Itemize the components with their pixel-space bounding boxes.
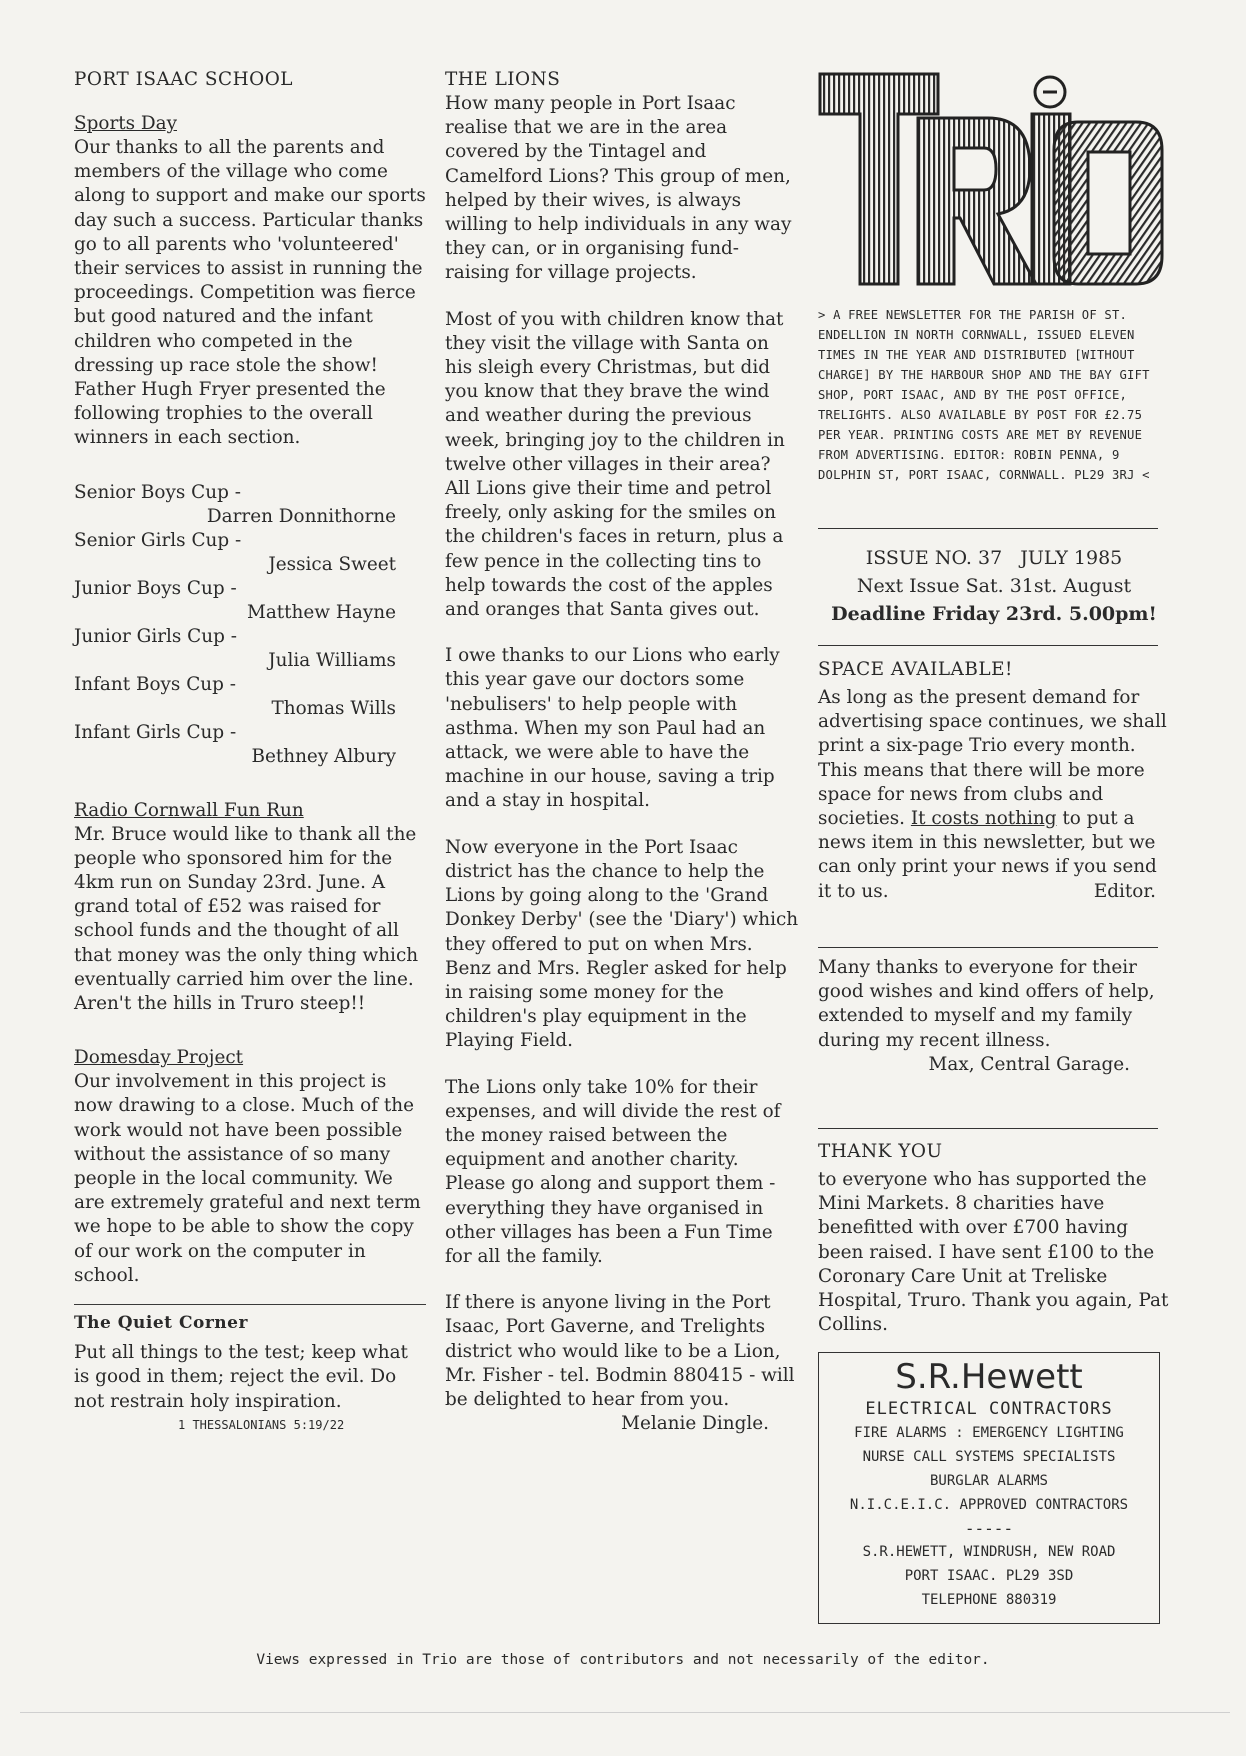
- column-lions: [445, 68, 799, 1436]
- lions-signature: Melanie Dingle.: [621, 1413, 769, 1435]
- advert-address: S.R.HEWETT, WINDRUSH, NEW ROAD: [862, 1544, 1116, 1560]
- space-title: SPACE AVAILABLE!: [818, 659, 1013, 680]
- quiet-corner-text: Put all things to the test; keep what is good in them; reject the evil. Do not restrain holy inspiration.: [74, 1342, 408, 1412]
- trophy-winner: Bethney Albury: [251, 745, 396, 767]
- lions-paragraph: Now everyone in the Port Isaac district has the chance to help the Lions by going along to the 'Grand Donkey Derby' (see the 'Diary') which they offered to put on when Mrs. Benz and Mrs. Regler asked for help in raising some money for the children's play equipment in the Playing Field.: [445, 836, 799, 1052]
- trophy-winner: Thomas Wills: [271, 697, 396, 719]
- scripture-reference: 1 THESSALONIANS 5:19/22: [178, 1417, 345, 1432]
- hewett-advert: [818, 1352, 1160, 1624]
- sports-day-title: Sports Day: [74, 113, 178, 134]
- trophy-cup: Infant Boys Cup -: [74, 673, 236, 695]
- column-school: [74, 68, 426, 1433]
- thank-you: [818, 1140, 1170, 1337]
- advert-line: ELECTRICAL CONTRACTORS: [865, 1399, 1113, 1419]
- max-text: Many thanks to everyone for their good wishes and kind offers of help, extended to myself and my family during my recent illness.: [818, 957, 1155, 1051]
- space-text: [818, 686, 1170, 904]
- trophy-winner: Darren Donnithorne: [206, 505, 396, 527]
- lions-paragraph: How many people in Port Isaac realise that we are in the area covered by the Tintagel and Camelford Lions? This group of men, helped by their wives, is always willing to help individuals in any way they can, or in organising fund-raising for village projects.: [445, 93, 792, 284]
- space-text-part2: to put a news item in this newsletter, but we can only print your news if you send it to us.: [818, 808, 1157, 902]
- newsletter-blurb: > A FREE NEWSLETTER FOR THE PARISH OF ST. ENDELLION IN NORTH CORNWALL, ISSUED ELEVEN TIMES IN THE YEAR AND DISTRIBUTED [WITHOUT CHARGE] BY THE HARBOUR SHOP AND THE BAY GIFT SHOP, PORT ISAAC, AND BY THE POST OFFICE, TRELIGHTS. ALSO AVAILABLE BY POST FOR £2.75 PER YEAR. PRINTING COSTS ARE MET BY REVENUE FROM ADVERTISING. EDITOR: ROBIN PENNA, 9 DOLPHIN ST, PORT ISAAC, CORNWALL. PL29 3RJ <: [818, 308, 1150, 482]
- lions-paragraph: I owe thanks to our Lions who early this year gave our doctors some 'nebulisers' to help people with asthma. When my son Paul had an attack, we were able to have the machine in our house, saving a trip and a stay in hospital.: [445, 645, 780, 812]
- deadline: Deadline Friday 23rd. 5.00pm!: [831, 603, 1157, 625]
- thanks-max: [818, 956, 1170, 1077]
- next-issue: Next Issue Sat. 31st. August: [856, 575, 1132, 597]
- lions-paragraph: The Lions only take 10% for their expenses, and will divide the rest of the money raised between the equipment and another charity. Please go along and support them - everything they have organised in other villages has been a Fun Time for all the family.: [445, 1076, 781, 1267]
- trophy-list: [74, 481, 426, 769]
- advert-address: PORT ISAAC. PL29 3SD: [904, 1568, 1074, 1584]
- lions-paragraph: If there is anyone living in the Port Isaac, Port Gaverne, and Trelights district who would like to be a Lion, Mr. Fisher - tel. Bodmin 880415 - will be delighted to hear from you.: [445, 1292, 795, 1410]
- fun-run-text: Mr. Bruce would like to thank all the people who sponsored him for the 4km run on Sunday 23rd. June. A grand total of £52 was raised for school funds and the thought of all that money was the only thing which eventually carried him over the line. Aren't the hills in Truro steep!!: [74, 823, 419, 1015]
- advert-divider: -----: [964, 1519, 1014, 1538]
- issue-info: [818, 544, 1170, 628]
- trophy-winner: Matthew Hayne: [246, 601, 396, 623]
- lions-heading: THE LIONS: [445, 69, 561, 90]
- advert-line: FIRE ALARMS : EMERGENCY LIGHTING: [854, 1425, 1124, 1441]
- quiet-corner-title: The Quiet Corner: [74, 1313, 248, 1334]
- advert-line: NURSE CALL SYSTEMS SPECIALISTS: [862, 1449, 1116, 1465]
- advert-line: N.I.C.E.I.C. APPROVED CONTRACTORS: [849, 1497, 1129, 1513]
- trophy-cup: Junior Girls Cup -: [74, 625, 237, 647]
- sports-day-text: Our thanks to all the parents and members of the village who come along to support and make our sports day such a success. Particular thanks go to all parents who 'volunteered' their services to assist in running the proceedings. Competition was fierce but good natured and the infant children who competed in the dressing up race stole the show! Father Hugh Fryer presented the following trophies to the overall winners in each section.: [74, 137, 426, 449]
- max-signature: Max, Central Garage.: [928, 1053, 1130, 1075]
- domesday-text: Our involvement in this project is now drawing to a close. Much of the work would not have been possible without the assistance of so many people in the local community. We are extremely grateful and next term we hope to be able to show the copy of our work on the computer in school.: [74, 1071, 421, 1286]
- trophy-cup: Senior Girls Cup -: [74, 529, 242, 551]
- advert-name: S.R.Hewett: [895, 1357, 1083, 1397]
- trophy-winner: Julia Williams: [268, 649, 396, 671]
- thank-you-title: THANK YOU: [818, 1141, 943, 1162]
- column-notices: [818, 658, 1170, 904]
- thank-you-text: to everyone who has supported the Mini Markets. 8 charities have benefitted with over £700 having been raised. I have sent £100 to the Coronary Care Unit at Treliske Hospital, Truro. Thank you again, Pat Collins.: [818, 1169, 1169, 1336]
- school-heading: PORT ISAAC SCHOOL: [74, 69, 294, 90]
- lions-paragraph: Most of you with children know that they visit the village with Santa on his sleigh every Christmas, but did you know that they brave the wind and weather during the previous week, bringing joy to the children in twelve other villages in their area? All Lions give their time and petrol freely, only asking for the smiles on the children's faces in return, plus a few pence in the collecting tins to help towards the cost of the apples and oranges that Santa gives out.: [445, 308, 785, 621]
- trophy-cup: Infant Girls Cup -: [74, 721, 237, 743]
- editor-signature: Editor.: [1093, 880, 1156, 902]
- trio-logo: [818, 70, 1166, 288]
- space-text-underlined: It costs nothing: [910, 808, 1057, 830]
- trophy-cup: Senior Boys Cup -: [74, 481, 241, 503]
- advert-phone: TELEPHONE 880319: [921, 1592, 1057, 1608]
- trophy-cup: Junior Boys Cup -: [74, 577, 237, 599]
- domesday-title: Domesday Project: [74, 1047, 244, 1069]
- fun-run-title: Radio Cornwall Fun Run: [74, 799, 304, 821]
- issue-number: ISSUE NO. 37 JULY 1985: [865, 547, 1123, 569]
- trophy-winner: Jessica Sweet: [268, 553, 396, 575]
- footer-disclaimer: Views expressed in Trio are those of contributors and not necessarily of the editor.: [256, 1652, 990, 1668]
- space-text-part1: As long as the present demand for advertising space continues, we shall print a six-page Trio every month. This means that there will be more space for news from clubs and societies.: [818, 687, 1167, 830]
- advert-line: BURGLAR ALARMS: [929, 1473, 1048, 1489]
